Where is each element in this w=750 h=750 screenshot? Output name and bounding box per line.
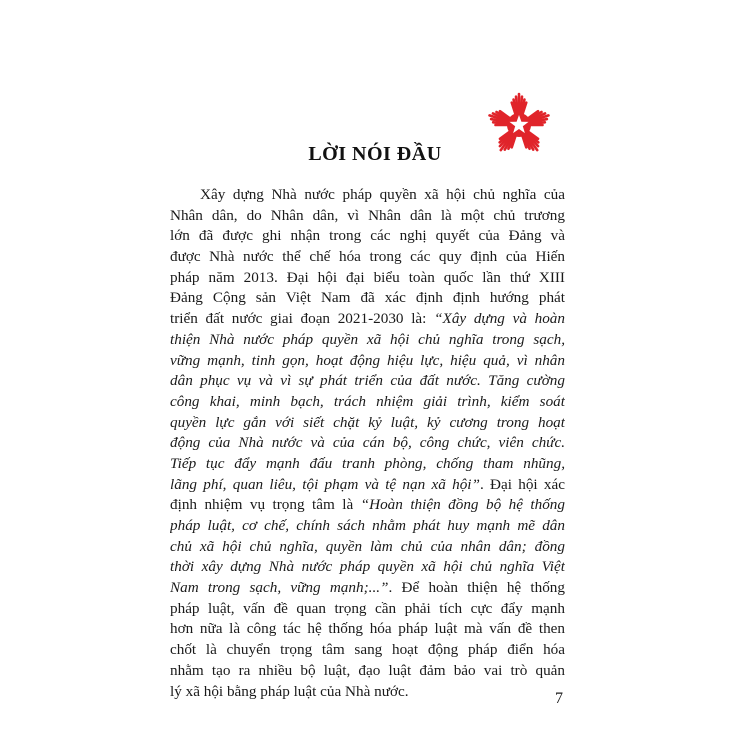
italic-quote-segment: dân phục vụ và vì sự phát triển của đất nước. Tăng cường — [170, 372, 565, 390]
text-line — [170, 413, 565, 434]
text-line — [170, 475, 565, 496]
text-segment: lý xã hội bằng pháp luật của Nhà nước. — [170, 682, 409, 700]
italic-quote-segment: thiện Nhà nước pháp quyền xã hội chủ nghĩa trong sạch, — [170, 330, 565, 348]
text-segment: Đảng Cộng sản Việt Nam đã xác định định hướng phát — [170, 289, 565, 307]
text-segment: định nhiệm vụ trọng tâm là — [170, 496, 361, 514]
text-line — [170, 268, 565, 289]
text-line — [170, 309, 565, 330]
text-line — [170, 557, 565, 578]
italic-quote-segment: thời xây dựng Nhà nước pháp quyền xã hội chủ nghĩa Việt — [170, 558, 565, 576]
text-line — [170, 351, 565, 372]
body-paragraph — [170, 185, 565, 702]
text-segment: . Đại hội xác — [479, 475, 565, 493]
italic-quote-segment: lãng phí, quan liêu, tội phạm và tệ nạn xã hội” — [170, 475, 480, 493]
text-line — [170, 392, 565, 413]
text-segment: chốt là chuyển trọng tâm sang hoạt động pháp điển hóa — [170, 641, 565, 659]
text-line — [170, 682, 565, 703]
text-segment: lớn đã được ghi nhận trong các nghị quyết của Đảng và — [170, 227, 565, 245]
page-number: 7 — [555, 690, 563, 707]
page-title: LỜI NÓI ĐẦU — [308, 143, 442, 165]
text-line — [170, 661, 565, 682]
text-line — [170, 371, 565, 392]
italic-quote-segment: pháp luật, cơ chế, chính sách nhằm phát huy mạnh mẽ dân — [170, 517, 565, 534]
text-line — [170, 578, 565, 599]
text-line — [170, 640, 565, 661]
italic-quote-segment: “Xây dựng và hoàn — [434, 310, 565, 328]
text-segment: được Nhà nước thể chế hóa trong các quy định của Hiến — [170, 248, 565, 266]
text-segment: triển đất nước giai đoạn 2021-2030 là: — [170, 310, 435, 328]
text-line — [170, 247, 565, 268]
italic-quote-segment: Nam trong sạch, vững mạnh;...” — [170, 579, 389, 597]
text-segment: pháp năm 2013. Đại hội đại biểu toàn quốc lần thứ XIII — [170, 268, 565, 286]
text-line — [170, 495, 565, 516]
text-segment: Nhân dân, do Nhân dân, vì Nhân dân là một chủ trương — [170, 206, 565, 224]
italic-quote-segment: công khai, minh bạch, trách nhiệm giải trình, kiểm soát — [170, 392, 565, 410]
italic-quote-segment: động của Nhà nước và của cán bộ, công chức, viên chức. — [170, 434, 565, 452]
italic-quote-segment: vững mạnh, tinh gọn, hoạt động hiệu lực, hiệu quả, vì nhân — [170, 351, 565, 369]
text-line — [170, 454, 565, 475]
italic-quote-segment: quyền lực gắn với siết chặt kỷ luật, kỷ cương trong hoạt — [170, 413, 565, 431]
italic-quote-segment: chủ xã hội chủ nghĩa, quyền làm chủ của nhân dân; đồng — [170, 537, 565, 555]
text-segment: Xây dựng Nhà nước pháp quyền xã hội chủ nghĩa của — [200, 186, 565, 203]
text-line — [170, 206, 565, 227]
text-line — [170, 185, 565, 206]
text-line — [170, 288, 565, 309]
text-segment: . Để hoàn thiện hệ thống — [388, 579, 565, 597]
text-segment: pháp luật, vấn đề quan trọng cần phải tích cực đẩy mạnh — [170, 599, 565, 617]
text-line — [170, 599, 565, 620]
text-line — [170, 537, 565, 558]
text-line — [170, 330, 565, 351]
text-line — [170, 226, 565, 247]
text-segment: nhằm tạo ra nhiều bộ luật, đạo luật đảm bảo vai trò quản — [170, 661, 565, 679]
italic-quote-segment: “Hoàn thiện đồng bộ hệ thống — [360, 496, 565, 514]
text-line — [170, 619, 565, 640]
text-line — [170, 433, 565, 454]
italic-quote-segment: Tiếp tục đẩy mạnh đấu tranh phòng, chống tham nhũng, — [170, 454, 565, 472]
text-segment: hơn nữa là công tác hệ thống hóa pháp luật mà vấn đề then — [170, 620, 565, 638]
text-line — [170, 516, 565, 537]
